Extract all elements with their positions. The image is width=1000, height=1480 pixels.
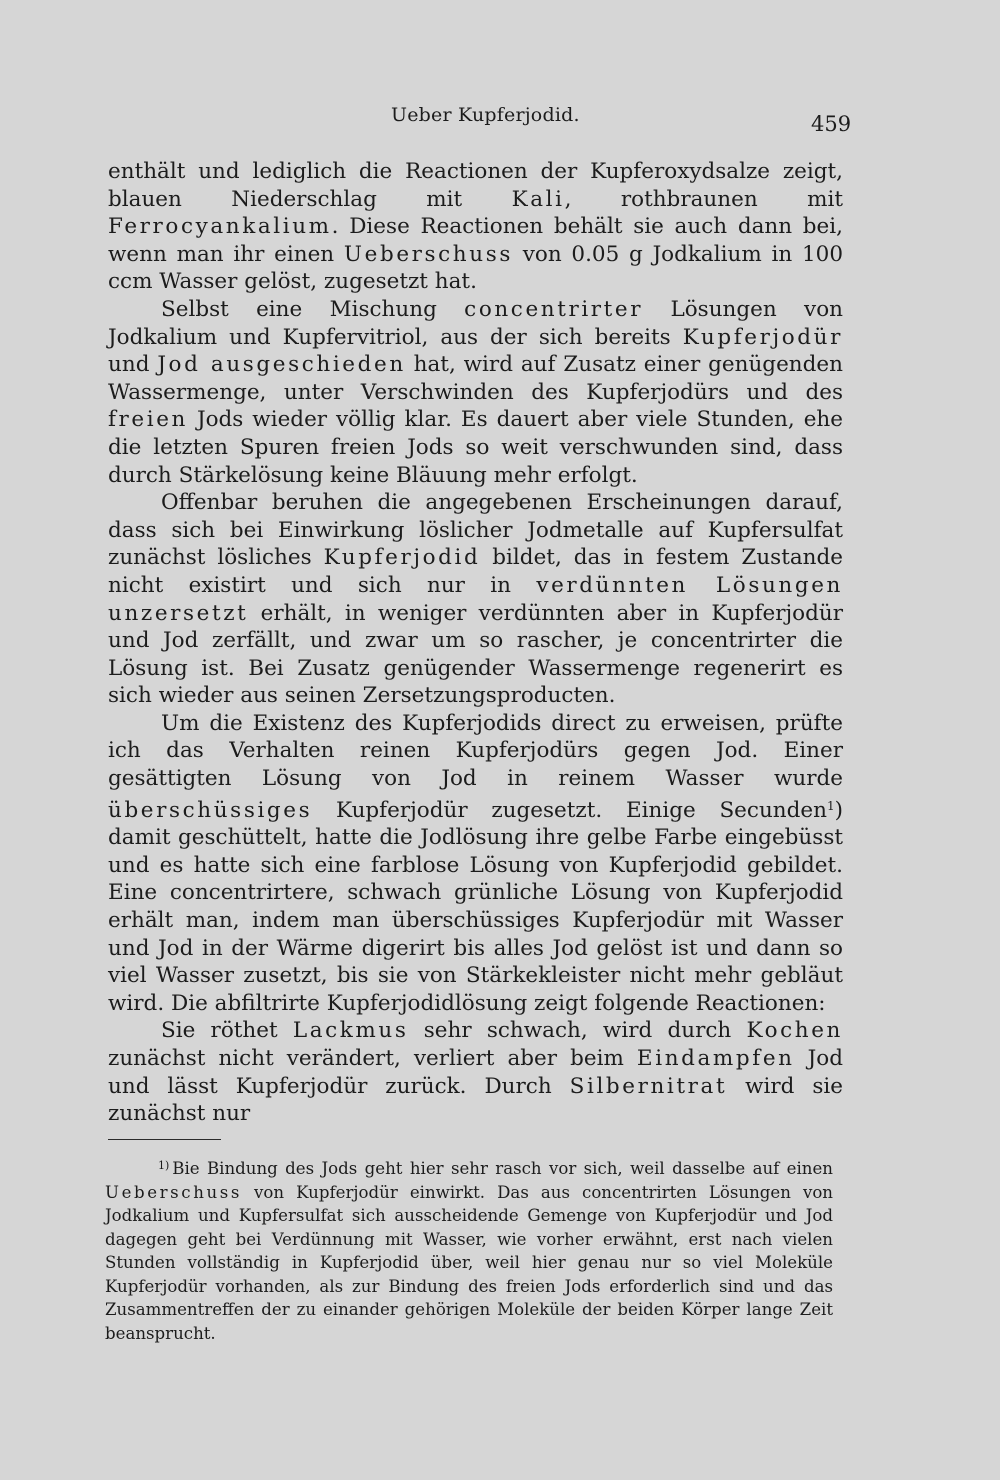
text-run: zunächst nicht verändert, verliert aber beim [108,1046,637,1071]
footnote-mark: 1) [158,1159,170,1172]
spaced-emphasis: Silbernitrat [569,1073,728,1099]
paragraph-4 [108,710,843,1018]
text-run: Sie röthet [161,1018,293,1044]
spaced-emphasis: Kochen [746,1018,843,1044]
spaced-emphasis: Eindampfen [636,1046,795,1071]
running-title: Ueber Kupferjodid. [391,104,580,126]
text-run: Kupferjodür zugesetzt. Einige Secunden [312,797,827,823]
text-run: sehr schwach, wird durch [408,1018,747,1044]
spaced-emphasis: Lackmus [292,1018,409,1044]
text-run: Jods wieder völlig klar. Es dauert aber viele Stunden, ehe die letzten Spuren freien Jods so weit verschwunden sind, dass durch Stärkelösung keine Bläuung mehr erfolgt. [108,407,843,488]
text-run: von Kupferjodür einwirkt. Das aus concentrirten Lösungen von Jodkalium und Kupfersulfat sich ausscheidende Gemenge von Kupferjodür und Jod dagegen geht bei Verdünnung mit Wasser, wie vorher erwähnt, erst nach vielen Stunden vollständig in Kupferjodid über, weil hier genau nur so viel Moleküle Kupferjodür vorhanden, als zur Bindung des freien Jods erforderlich sind und das Zusammentreffen der zu einander gehörigen Moleküle der beiden Körper lange Zeit beansprucht. [105,1182,833,1343]
text-run: bildet, das in festem Zustande nicht existirt und sich nur in [108,545,843,598]
text-run: Selbst eine Mischung [161,296,465,322]
spaced-emphasis: Ferrocyankalium [108,214,332,240]
footnote-reference[interactable]: 1 [826,798,835,813]
spaced-emphasis: Ueberschuss [343,241,513,267]
spaced-emphasis: concentrirter [464,296,644,322]
spaced-emphasis: Kupferjodid [323,545,481,571]
spaced-emphasis: Kupferjodür [682,324,843,350]
text-run: wird sie zunächst nur [108,1073,844,1127]
paragraph-3 [108,489,843,710]
text-run: Offenbar beruhen die angegebenen Erscheinungen darauf, dass sich bei Einwirkung löslicher Jodmetalle auf Kupfersulfat zunächst lösliches [108,490,843,571]
text-run: und [108,352,158,378]
text-run: Bie Bindung des Jods geht hier sehr rasch vor sich, weil dasselbe auf einen [172,1159,833,1178]
spaced-emphasis: verdünnten Lösungen unzersetzt [108,572,843,626]
text-run: . Diese Reactionen behält sie auch dann bei, wenn man ihr einen [108,214,843,267]
text-run: Lösungen von Jodkalium und Kupfervitriol, aus der sich bereits [108,296,843,350]
page-number: 459 [811,112,852,136]
footnote-paragraph [105,1154,833,1345]
spaced-emphasis: freien [108,407,189,433]
spaced-emphasis: Kali [511,186,565,212]
text-run: ) damit geschüttelt, hatte die Jodlösung ihre gelbe Farbe eingebüsst und es hatte sich eine farblose Lösung von Kupferjodid gebildet. Eine concentrirtere, schwach grünliche Lösung von Kupferjodid erhält man, indem man überschüssiges Kupferjodür mit Wasser und Jod in der Wärme digerirt bis alles Jod gelöst ist und dann so viel Wasser zusetzt, bis sie von Stärkekleister nicht mehr gebläut wird. Die abfiltrirte Kupferjodidlösung zeigt folgende Reactionen: [108,797,843,1016]
paragraph-5 [108,1017,843,1127]
spaced-emphasis: überschüssiges [108,797,313,823]
footnote-divider [108,1139,221,1140]
text-run: hat, wird auf Zusatz einer genügenden Wassermenge, unter Verschwinden des Kupferjodürs und des [108,352,843,405]
text-run: , rothbraunen mit [564,186,843,212]
footnote [105,1154,833,1345]
paragraph-2 [108,296,843,489]
paragraph-1 [108,158,843,296]
spaced-emphasis: Ueberschuss [105,1182,242,1202]
body-text [108,158,843,1128]
text-run: von 0.05 g Jodkalium in 100 ccm Wasser gelöst, zugesetzt hat. [108,241,843,295]
text-run: Um die Existenz des Kupferjodids direct zu erweisen, prüfte ich das Verhalten reinen Kupferjodürs gegen Jod. Einer gesättigten Lösung von Jod in reinem Wasser wurde [108,710,843,792]
text-run: erhält, in weniger verdünnten aber in Kupferjodür und Jod zerfällt, und zwar um so rascher, je concentrirter die Lösung ist. Bei Zusatz genügender Wassermenge regenerirt es sich wieder aus seinen Zersetzungsproducten. [108,600,843,709]
text-run: Jod und lässt Kupferjodür zurück. Durch [108,1046,843,1099]
spaced-emphasis: Jod ausgeschieden [157,352,406,378]
text-run: enthält und lediglich die Reactionen der Kupferoxydsalze zeigt, blauen Niederschlag mit [108,159,843,212]
